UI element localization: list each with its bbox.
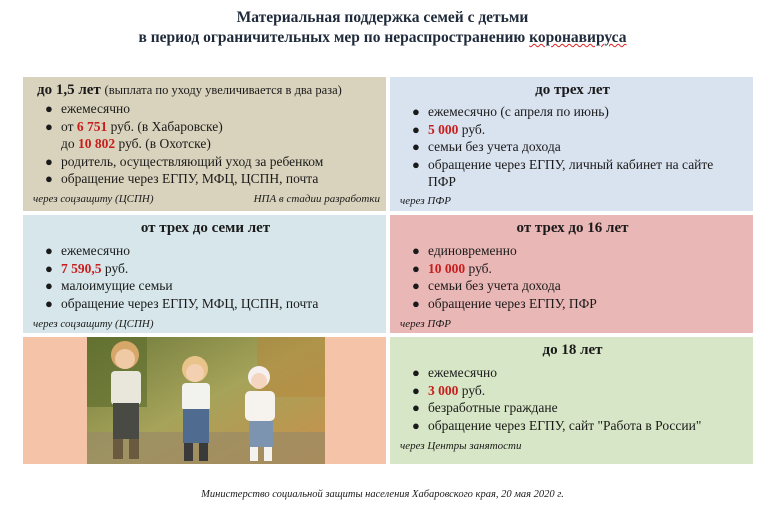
benefit-list: [33, 242, 378, 312]
amount-value: 5 000: [428, 121, 459, 137]
heading-text: до 1,5 лет: [37, 82, 101, 98]
item-text: ежемесячно: [61, 101, 130, 116]
bullet-icon: ●: [412, 156, 420, 172]
list-item: [400, 260, 745, 278]
list-item: [33, 170, 378, 188]
list-item: [33, 260, 378, 278]
item-suffix: руб. (в Хабаровске): [107, 118, 223, 134]
item-text: родитель, осуществляющий уход за ребенком: [61, 153, 324, 169]
bullet-icon: ●: [45, 171, 53, 186]
benefit-list: [400, 242, 745, 312]
block-3-to-16-years: [390, 215, 753, 333]
item-suffix: руб.: [458, 382, 486, 398]
list-item: [400, 242, 745, 260]
bullet-icon: ●: [412, 104, 420, 119]
bullet-icon: ●: [45, 278, 53, 293]
block-footnote: через соцзащиту (ЦСПН): [33, 318, 154, 330]
amount-value: 10 802: [78, 136, 116, 151]
title-keyword: коронавируса: [529, 29, 627, 46]
block-heading: до трех лет: [535, 82, 610, 98]
item-text: ежемесячно: [428, 365, 497, 380]
list-item: [400, 138, 745, 156]
bullet-icon: ●: [412, 139, 420, 154]
amount-value: 6 751: [76, 118, 108, 134]
bullet-icon: ●: [412, 260, 420, 276]
list-item: [400, 399, 745, 417]
bullet-icon: ●: [412, 121, 420, 137]
list-item: [33, 295, 378, 313]
bullet-icon: ●: [412, 382, 420, 398]
list-item: [400, 364, 745, 382]
block-footnote: через Центры занятости: [400, 440, 522, 452]
item-prefix: до: [61, 136, 78, 151]
bullet-icon: ●: [412, 417, 420, 433]
list-item: [400, 277, 745, 295]
block-heading: до 18 лет: [542, 342, 603, 358]
block-footnote-status: НПА в стадии разработки: [253, 193, 380, 205]
block-up-to-18-years: [390, 337, 753, 464]
item-suffix: руб.: [458, 121, 486, 137]
bullet-icon: ●: [412, 365, 420, 380]
bullet-icon: ●: [412, 243, 420, 258]
item-text: обращение через ЕГПУ, МФЦ, ЦСПН, почта: [61, 171, 319, 186]
amount-value: 10 000: [428, 260, 466, 276]
item-text: обращение через ЕГПУ, сайт "Работа в России": [428, 417, 702, 433]
heading-note: (выплата по уходу увеличивается в два раза): [104, 83, 342, 97]
list-item: [33, 277, 378, 295]
bullet-icon: ●: [45, 153, 53, 169]
list-item: [33, 242, 378, 260]
block-heading: от трех до семи лет: [140, 220, 271, 236]
item-text: безработные граждане: [428, 400, 558, 415]
bullet-icon: ●: [45, 295, 53, 311]
item-text: ежемесячно: [61, 243, 130, 258]
list-item: [400, 295, 745, 313]
amount-value: 3 000: [428, 382, 459, 398]
item-text: обращение через ЕГПУ, МФЦ, ЦСПН, почта: [61, 295, 319, 311]
item-prefix: от: [61, 118, 77, 134]
amount-value: 7 590,5: [61, 260, 102, 276]
item-text: ежемесячно (с апреля по июнь): [428, 104, 609, 119]
block-up-to-1-5-years: [23, 77, 386, 211]
page-title: [20, 8, 745, 48]
block-footnote: через ПФР: [400, 195, 451, 207]
block-footnote: через соцзащиту (ЦСПН): [33, 193, 154, 205]
benefit-list: [33, 100, 378, 188]
item-text: малоимущие семьи: [61, 278, 173, 293]
bullet-icon: ●: [45, 260, 53, 276]
list-item: [33, 153, 378, 171]
item-text: обращение через ЕГПУ, личный кабинет на сайте: [428, 156, 714, 172]
bullet-icon: ●: [45, 118, 53, 134]
list-item: [400, 103, 745, 121]
benefit-list: [400, 103, 745, 191]
item-text: семьи без учета дохода: [428, 278, 561, 293]
children-photo-image: [87, 337, 325, 464]
block-heading: [33, 80, 378, 100]
block-3-to-7-years: [23, 215, 386, 333]
bullet-icon: ●: [412, 278, 420, 293]
list-item: [400, 417, 745, 435]
bullet-icon: ●: [45, 101, 53, 116]
title-line-2: [20, 28, 745, 48]
item-suffix: руб.: [465, 260, 492, 276]
item-text-cont: ПФР: [428, 174, 456, 189]
bullet-icon: ●: [412, 295, 420, 311]
item-suffix: руб.: [101, 260, 129, 276]
list-item: [400, 121, 745, 139]
list-item: [33, 118, 378, 153]
bullet-icon: ●: [412, 400, 420, 415]
benefit-list: [400, 364, 745, 434]
item-text: обращение через ЕГПУ, ПФР: [428, 295, 597, 311]
list-item: [33, 100, 378, 118]
source-footer: Министерство социальной защиты населения Хабаровского края, 20 мая 2020 г.: [201, 489, 564, 500]
block-up-to-3-years: [390, 77, 753, 211]
list-item: [400, 156, 745, 191]
children-photo: [87, 337, 325, 464]
item-text: семьи без учета дохода: [428, 139, 561, 154]
bullet-icon: ●: [45, 243, 53, 258]
item-text: единовременно: [428, 243, 517, 258]
title-line-1: Материальная поддержка семей с детьми: [236, 9, 529, 26]
block-footnote: через ПФР: [400, 318, 451, 330]
title-line-2-text: в период ограничительных мер по нераспространению: [138, 29, 530, 46]
list-item: [400, 382, 745, 400]
block-heading: от трех до 16 лет: [516, 220, 629, 236]
item-suffix: руб. (в Охотске): [115, 136, 211, 151]
